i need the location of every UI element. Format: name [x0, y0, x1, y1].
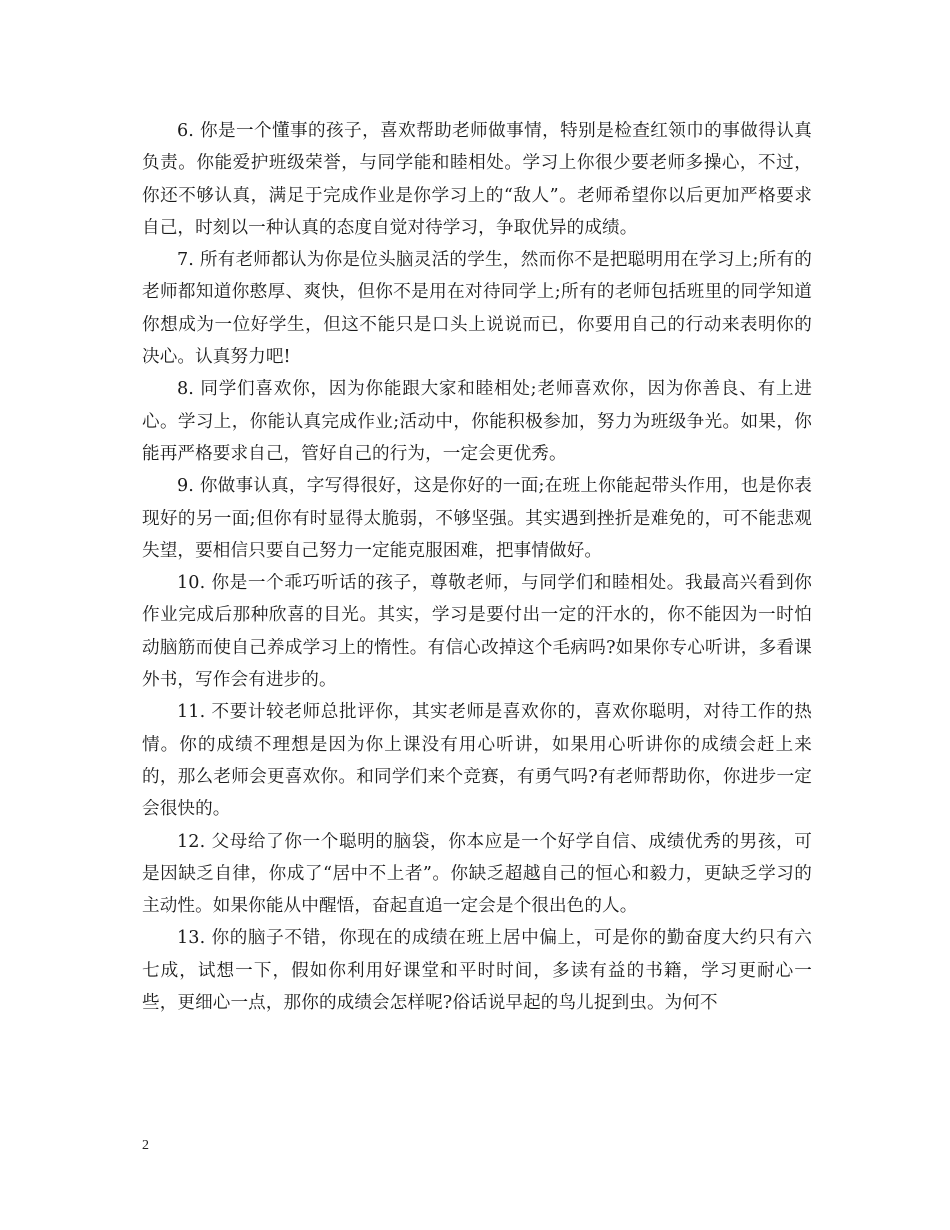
paragraph-12: 12. 父母给了你一个聪明的脑袋，你本应是一个好学自信、成绩优秀的男孩，可是因缺乏自律，你成了“居中不上者”。你缺乏超越自己的恒心和毅力，更缺乏学习的主动性。如果你能从中醒悟，奋起直追一定会是个很出色的人。: [142, 831, 812, 917]
paragraph-13: 13. 你的脑子不错，你现在的成绩在班上居中偏上，可是你的勤奋度大约只有六七成，试想一下，假如你利用好课堂和平时时间，多读有益的书籍，学习更耐心一些，更细心一点，那你的成绩会怎样呢?俗话说早起的鸟儿捉到虫。为何不: [142, 928, 812, 1014]
paragraph-6: 6. 你是一个懂事的孩子，喜欢帮助老师做事情，特别是检查红领巾的事做得认真负责。你能爱护班级荣誉，与同学能和睦相处。学习上你很少要老师多操心，不过，你还不够认真，满足于完成作业是你学习上的“敌人”。老师希望你以后更加严格要求自己，时刻以一种认真的态度自觉对待学习，争取优异的成绩。: [142, 121, 812, 238]
page-number: 2: [142, 1138, 149, 1153]
document-body: [142, 115, 812, 1019]
paragraph-8: 8. 同学们喜欢你，因为你能跟大家和睦相处;老师喜欢你，因为你善良、有上进心。学习上，你能认真完成作业;活动中，你能积极参加，努力为班级争光。如果，你能再严格要求自己，管好自己的行为，一定会更优秀。: [142, 379, 812, 464]
paragraph-9: 9. 你做事认真，字写得很好，这是你好的一面;在班上你能起带头作用，也是你表现好的另一面;但你有时显得太脆弱，不够坚强。其实遇到挫折是难免的，可不能悲观失望，要相信只要自己努力一定能克服困难，把事情做好。: [142, 476, 812, 561]
paragraph-10: 10. 你是一个乖巧听话的孩子，尊敬老师，与同学们和睦相处。我最高兴看到你作业完成后那种欣喜的目光。其实，学习是要付出一定的汗水的，你不能因为一时怕动脑筋而使自己养成学习上的惰性。有信心改掉这个毛病吗?如果你专心听讲，多看课外书，写作会有进步的。: [142, 573, 812, 691]
paragraph-7: 7. 所有老师都认为你是位头脑灵活的学生，然而你不是把聪明用在学习上;所有的老师都知道你憨厚、爽快，但你不是用在对待同学上;所有的老师包括班里的同学知道你想成为一位好学生，但这不能只是口头上说说而已，你要用自己的行动来表明你的决心。认真努力吧!: [142, 250, 812, 368]
paragraph-11: 11. 不要计较老师总批评你，其实老师是喜欢你的，喜欢你聪明，对待工作的热情。你的成绩不理想是因为你上课没有用心听讲，如果用心听讲你的成绩会赶上来的，那么老师会更喜欢你。和同学们来个竞赛，有勇气吗?有老师帮助你，你进步一定会很快的。: [142, 702, 812, 820]
